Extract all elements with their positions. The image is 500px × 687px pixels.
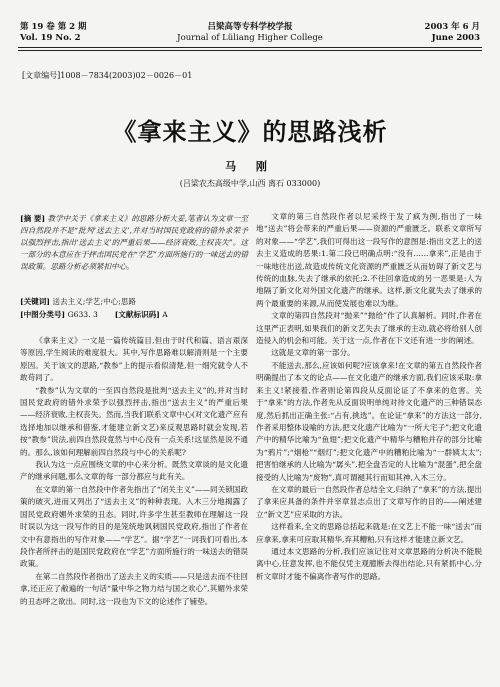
volume-cn: 第 19 卷 第 2 期 (20, 22, 87, 32)
keywords-row (20, 295, 248, 308)
clc-label: [中图分类号] (20, 310, 66, 319)
keywords-text: 送去主义;学艺;中心;思路 (52, 297, 137, 306)
abstract (20, 213, 248, 273)
issue-date (425, 22, 480, 44)
body-paragraph: 文章的第四自然段对“抛来”“抛给”作了认真解析。同时,作者在这里严正表明,如果我们的新文艺失去了继承的主动,就必将给别人创造侵入的机会和可能。关于这一点,作者在下文还有进一步的阐述。 (256, 311, 482, 346)
issue-info (20, 22, 87, 44)
body-right-column (256, 211, 482, 583)
doc-code-value: A (162, 310, 168, 319)
body-paragraph: 《拿来主义》一文是一篇传统篇目,但由于时代和篇、语言艰深等原因,学生阅读的难度很大。其中,写作思路难以解清则是一个主要原因。关于该文的思路,“教参”上的提示看似清楚,但一细究就令人不敢苟同了。 (20, 336, 248, 383)
body-left-column (20, 335, 248, 608)
author-name: 马 刚 (225, 160, 275, 173)
body-paragraph: “教参”认为文章的一至四自然段是批判“送去主义”的,并对当时国民党政府的错外求荣予以强烈抨击,指出“送去主义”的严重后果——经济衰败,主权丧失。然而,当我们联系文章中心(对文化遗产应有选择地加以继承和借鉴,才能建立新文艺)来反观思路时就会发现,若按“教参”说法,前四自然段竟然与中心没有一点关系!这显然是说不通的。那么,该如何理解前四自然段与中心的关系呢? (20, 385, 249, 457)
date-en: June 2003 (431, 33, 480, 43)
header-rule-thin (18, 50, 482, 51)
body-paragraph: 通过本文思路的分析,我们应该记住对文章思路的分析决不能脱离中心,任意发挥,也不能仅凭主观臆断去得出结论,只有紧抓中心,分析文章时才能不偏离作者写作的思路。 (256, 546, 482, 581)
body-paragraph: 在第二自然段作者指出了送去主义的实质——只是送去而不往回拿,还正应了敝遍的一句话“量中华之物力结与国之欢心”,其媚外求荣的丑态呼之欲出。同时,这一段也为下文的论述作了铺垫。 (20, 571, 248, 606)
date-cn: 2003 年 6 月 (424, 22, 480, 32)
article-title: 《拿来主义》的思路浅析 (112, 117, 388, 146)
header-rule-thick (18, 47, 482, 48)
body-paragraph: 在文章的第一自然段中作者先指出了“闭关主义”——同关锁国政策的破灭,进而又列出了“送去主义”的种种表现。入木三分地揭露了国民党政府媚外求荣的丑态。同时,许多学生甚至教师在理解这一段时误以为这一段写作的目的是笼统地讽刺国民党政府,指出了作者在文中有意指出的写作对象——“学艺”。据“学艺”一词我们可看出,本段作者所抨击的是国民党政府在“学艺”方面所施行的一味送去的错误政策。 (20, 484, 248, 569)
body-paragraph: 这样看来,全文的思路总括起来就是:在文艺上不能一味“送去”而应拿来,拿来可应取其精华,弃其糟粕,只有这样才能建立新文艺。 (256, 522, 482, 544)
journal-name (150, 22, 350, 44)
author-affiliation: (吕梁农杰高级中学,山西 离石 033000) (179, 179, 321, 188)
article-number: [文章编号]1008－7834(2003)02－0026－01 (22, 71, 193, 80)
body-paragraph: 这就是文章的第一部分。 (271, 348, 355, 358)
clc-value: G633. 3 (67, 310, 98, 319)
keywords-label: [关键词] (20, 297, 50, 306)
doc-code-label: [文献标识码] (114, 310, 160, 319)
body-paragraph: 不能送去,那么,应该如何呢?应该拿来!在文章的第五自然段作者明确提出了本文的论点——在文化遗产的继承方面,我们应该采取:拿来主义!紧接着,作者则论第四段从反面论证了不拿来的危害。关于“拿来”的方法,作者先从反面说明单纯对待文化遗产的三种错误态度,然后抓出正确主张:“占有,挑选”。在论证“拿来”的方法这一部分,作者采用整体设喻的方法,把文化遗产比喻为“一所大宅子”;把文化遗产中的精华比喻为“鱼翅”;把文化遗产中精华与糟粕并存的部分比喻为“鸦片”;“烟枪”“烟灯”;把文化遗产中的糟粕比喻为“一群姨太太”;把害怕继承的人比喻为“孱头”,把全盘否定的人比喻为“混蛋”,把全盘接受的人比喻为“废物”,真可谓褪其行而知其神,入木三分。 (256, 360, 482, 482)
journal-name-cn: 吕梁高等专科学校学报 (207, 22, 293, 32)
abstract-label: [摘 要] (20, 214, 46, 223)
body-paragraph: 我认为这一点应围绕文章的中心来分析。既然文章谈的是文化遗产的继承问题,那么文章的每一部分都应与此有关。 (20, 460, 248, 482)
journal-name-en: Journal of Lüliang Higher College (177, 33, 323, 43)
body-paragraph: 在文章的最后一自然段作者总结全文,归纳了“拿来”的方法,提出了拿来应具备的条件并宰章显志点出了文章写作的目的——阐述建立“新文艺”应采取的方法。 (256, 484, 482, 519)
classification-row (20, 308, 248, 321)
abstract-text: 教学中关于《拿来主义》的思路分析大妥,笔者认为文章一至四自然段并不是“批判‘送去主义’,并对当时国民党政府的错外求荣予以强烈抨击,指出‘送去主义’的严重后果——经济衰败,主权丧失”。这一部分的本意应在于抨击国民党在“学艺”方面所施行的一味送去的错误政策。思路分析必须紧扣中心。 (20, 214, 248, 271)
volume-en: Vol. 19 No. 2 (20, 33, 81, 43)
body-paragraph: 文章的第三自然段作者以尼采终于发了疯为例,指出了一味地“送去”将会带来的严重后果——资源的严重匮乏。联系文章所写的对象——“学艺”,我们可得出这一段写作的意图是:指出文艺上的送去主义造成的恶果:1.第二段已明确点明:“没有……拿来”,正是由于一味地往出送,故造成传统文化资源的严重匮乏从而妨碍了新文艺与传统的血脉,失去了继承的依托;2.不往回拿造成的另一恶果是:人为地隔了新文化对外国文化遗产的继承。这样,新文化就失去了继承的两个最重要的来源,从而使发展也难以为继。 (256, 212, 482, 308)
keywords-block (20, 295, 248, 321)
